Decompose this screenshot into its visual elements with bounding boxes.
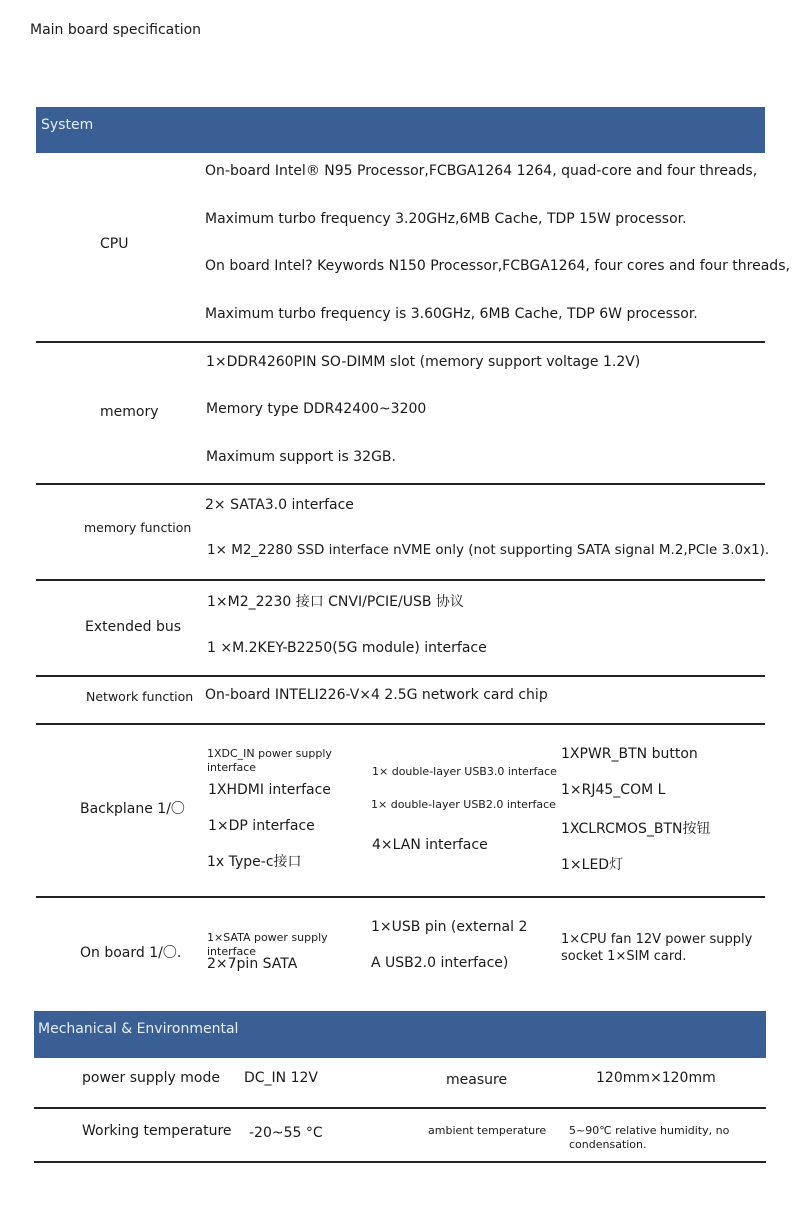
memory-function-line: 1× M2_2280 SSD interface nVME only (not supporting SATA signal M.2,PCle 3.0x1). — [207, 542, 770, 558]
power-supply-mode-value: DC_IN 12V — [244, 1070, 318, 1086]
onboard-item: A USB2.0 interface) — [371, 955, 509, 971]
backplane-item: 1XDC_IN power supply interface — [207, 747, 332, 774]
network-function-label: Network function — [86, 689, 194, 704]
page-title: Main board specification — [30, 22, 202, 38]
measure-value: 120mm×120mm — [596, 1070, 716, 1086]
working-temperature-value: -20~55 °C — [249, 1125, 323, 1141]
memory-line: 1×DDR4260PIN SO-DIMM slot (memory support voltage 1.2V) — [206, 354, 641, 370]
onboard-label: On board 1/〇. — [80, 945, 182, 961]
cpu-line: Maximum turbo frequency 3.20GHz,6MB Cache, TDP 15W processor. — [205, 211, 687, 227]
row-divider — [36, 723, 765, 725]
cpu-line: Maximum turbo frequency is 3.60GHz, 6MB Cache, TDP 6W processor. — [205, 306, 698, 322]
row-divider — [36, 896, 765, 898]
cpu-label: CPU — [100, 236, 129, 252]
backplane-label: Backplane 1/〇 — [80, 801, 185, 817]
onboard-item: 1×SATA power supply interface — [207, 931, 328, 958]
ambient-temperature-label: ambient temperature — [428, 1124, 547, 1137]
extended-bus-label: Extended bus — [85, 619, 181, 635]
backplane-item: 1× double-layer USB2.0 interface — [371, 798, 556, 811]
row-divider — [34, 1107, 766, 1109]
measure-label: measure — [446, 1072, 508, 1088]
backplane-item: 4×LAN interface — [372, 837, 488, 853]
backplane-item: 1×DP interface — [208, 818, 315, 834]
onboard-item: 2×7pin SATA — [207, 956, 298, 972]
memory-line: Memory type DDR42400~3200 — [206, 401, 427, 417]
row-divider — [36, 579, 765, 581]
extended-bus-line: 1×M2_2230 接口 CNVI/PCIE/USB 协议 — [207, 594, 464, 610]
memory-function-line: 2× SATA3.0 interface — [205, 497, 354, 513]
mechanical-section-header — [34, 1011, 766, 1058]
ambient-temperature-value: 5~90℃ relative humidity, no condensation. — [569, 1124, 730, 1151]
row-divider — [36, 483, 765, 485]
row-divider — [36, 341, 765, 343]
backplane-item: 1x Type-c接口 — [207, 854, 302, 870]
mechanical-section-title: Mechanical & Environmental — [38, 1021, 239, 1037]
cpu-line: On board Intel? Keywords N150 Processor,FCBGA1264, four cores and four threads, — [205, 258, 790, 274]
power-supply-mode-label: power supply mode — [82, 1070, 220, 1086]
system-section-title: System — [41, 117, 94, 133]
onboard-item: 1×CPU fan 12V power supply socket 1×SIM card. — [561, 932, 753, 964]
backplane-item: 1XHDMI interface — [208, 782, 331, 798]
memory-function-label: memory function — [84, 520, 192, 535]
working-temperature-label: Working temperature — [82, 1123, 232, 1139]
system-section-header — [36, 107, 765, 153]
extended-bus-line: 1 ×M.2KEY-B2250(5G module) interface — [207, 640, 487, 656]
backplane-item: 1XPWR_BTN button — [561, 746, 698, 762]
backplane-item: 1XCLRCMOS_BTN按钮 — [561, 821, 711, 837]
memory-line: Maximum support is 32GB. — [206, 449, 396, 465]
backplane-item: 1× double-layer USB3.0 interface — [372, 765, 557, 778]
row-divider — [34, 1161, 766, 1163]
backplane-item: 1×LED灯 — [561, 857, 624, 873]
onboard-item: 1×USB pin (external 2 — [371, 919, 528, 935]
row-divider — [36, 675, 765, 677]
memory-label: memory — [100, 404, 159, 420]
backplane-item: 1×RJ45_COM L — [561, 782, 666, 798]
cpu-line: On-board Intel® N95 Processor,FCBGA1264 1264, quad-core and four threads, — [205, 163, 758, 179]
network-function-value: On-board INTELI226-V×4 2.5G network card chip — [205, 687, 548, 703]
